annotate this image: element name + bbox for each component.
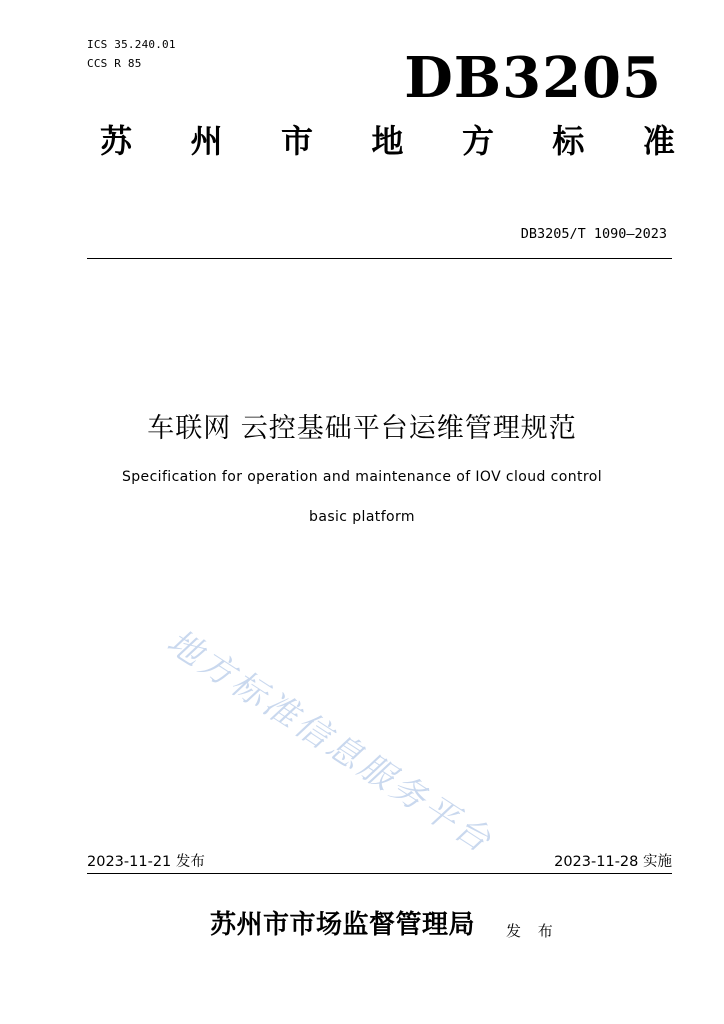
standard-number: DB3205/T 1090—2023	[520, 226, 667, 242]
ics-code: ICS 35.240.01	[87, 38, 176, 51]
standard-type-char: 标	[552, 122, 585, 160]
top-divider	[87, 258, 672, 259]
standard-type-char: 苏	[100, 122, 133, 160]
issue-date: 2023-11-21 发布	[87, 854, 205, 870]
bottom-divider	[87, 873, 672, 874]
publisher-name: 苏州市市场监督管理局	[210, 910, 476, 940]
standard-type-char: 准	[642, 122, 675, 160]
watermark-text: 地方标准信息服务平台	[159, 621, 501, 863]
standard-type-heading	[100, 122, 675, 160]
ccs-code: CCS R 85	[87, 57, 142, 70]
standard-type-char: 地	[371, 122, 404, 160]
standard-code-large: DB3205	[404, 45, 662, 111]
implementation-date: 2023-11-28 实施	[554, 854, 672, 870]
publish-label: 发 布	[506, 922, 559, 940]
title-chinese: 车联网 云控基础平台运维管理规范	[147, 413, 577, 444]
standard-type-char: 州	[190, 122, 223, 160]
standard-type-char: 方	[461, 122, 494, 160]
title-english-line-2: basic platform	[309, 509, 415, 525]
standard-type-char: 市	[280, 122, 313, 160]
title-english-line-1: Specification for operation and maintenance of IOV cloud control	[121, 469, 603, 485]
